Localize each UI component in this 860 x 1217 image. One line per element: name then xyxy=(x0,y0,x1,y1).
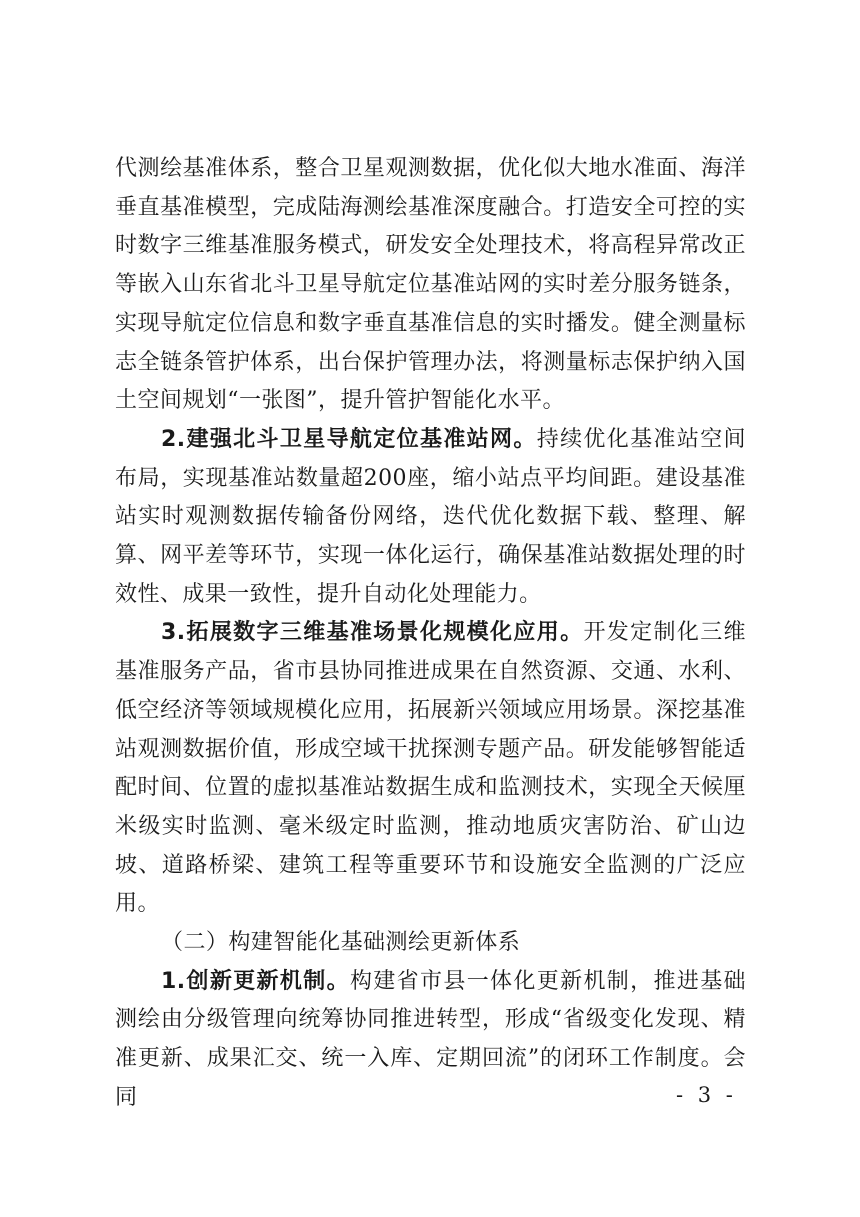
page-number: - 3 - xyxy=(676,1083,737,1107)
paragraph-item-2 xyxy=(115,421,746,615)
paragraph-text: 代测绘基准体系，整合卫星观测数据，优化似大地水准面、海洋垂直基准模型，完成陆海测绘基准深度融合。打造安全可控的实时数字三维基准服务模式，研发安全处理技术，将高程异常改正等嵌入山东省北斗卫星导航定位基准站网的实时差分服务链条，实现导航定位信息和数字垂直基准信息的实时播发。健全测量标志全链条管护体系，出台保护管理办法，将测量标志保护纳入国土空间规划“一张图”，提升管护智能化水平。 xyxy=(115,156,746,414)
item-2-heading: 2.建强北斗卫星导航定位基准站网。 xyxy=(161,426,537,452)
item-3-heading: 3.拓展数字三维基准场景化规模化应用。 xyxy=(161,620,584,646)
paragraph-item-1 xyxy=(115,963,746,1118)
item-3-text: 开发定制化三维基准服务产品，省市县协同推进成果在自然资源、交通、水利、低空经济等领域规模化应用，拓展新兴领域应用场景。深挖基准站观测数据价值，形成空域干扰探测专题产品。研发能够智能适配时间、位置的虚拟基准站数据生成和监测技术，实现全天候厘米级实时监测、毫米级定时监测，推动地质灾害防治、矿山边坡、道路桥梁、建筑工程等重要环节和设施安全监测的广泛应用。 xyxy=(115,620,746,917)
paragraph-continued xyxy=(115,150,746,421)
section-heading: （二）构建智能化基础测绘更新体系 xyxy=(161,930,521,956)
item-1-text: 构建省市县一体化更新机制，推进基础测绘由分级管理向统筹协同推进转型，形成“省级变化发现、精准更新、成果汇交、统一入库、定期回流”的闭环工作制度。会同 xyxy=(115,968,747,1110)
document-body xyxy=(115,150,746,1118)
item-1-heading: 1.创新更新机制。 xyxy=(161,968,350,994)
item-2-text: 持续优化基准站空间布局，实现基准站数量超200座，缩小站点平均间距。建设基准站实时观测数据传输备份网络，迭代优化数据下载、整理、解算、网平差等环节，实现一体化运行，确保基准站数据处理的时效性、成果一致性，提升自动化处理能力。 xyxy=(115,426,746,607)
paragraph-item-3 xyxy=(115,614,746,924)
